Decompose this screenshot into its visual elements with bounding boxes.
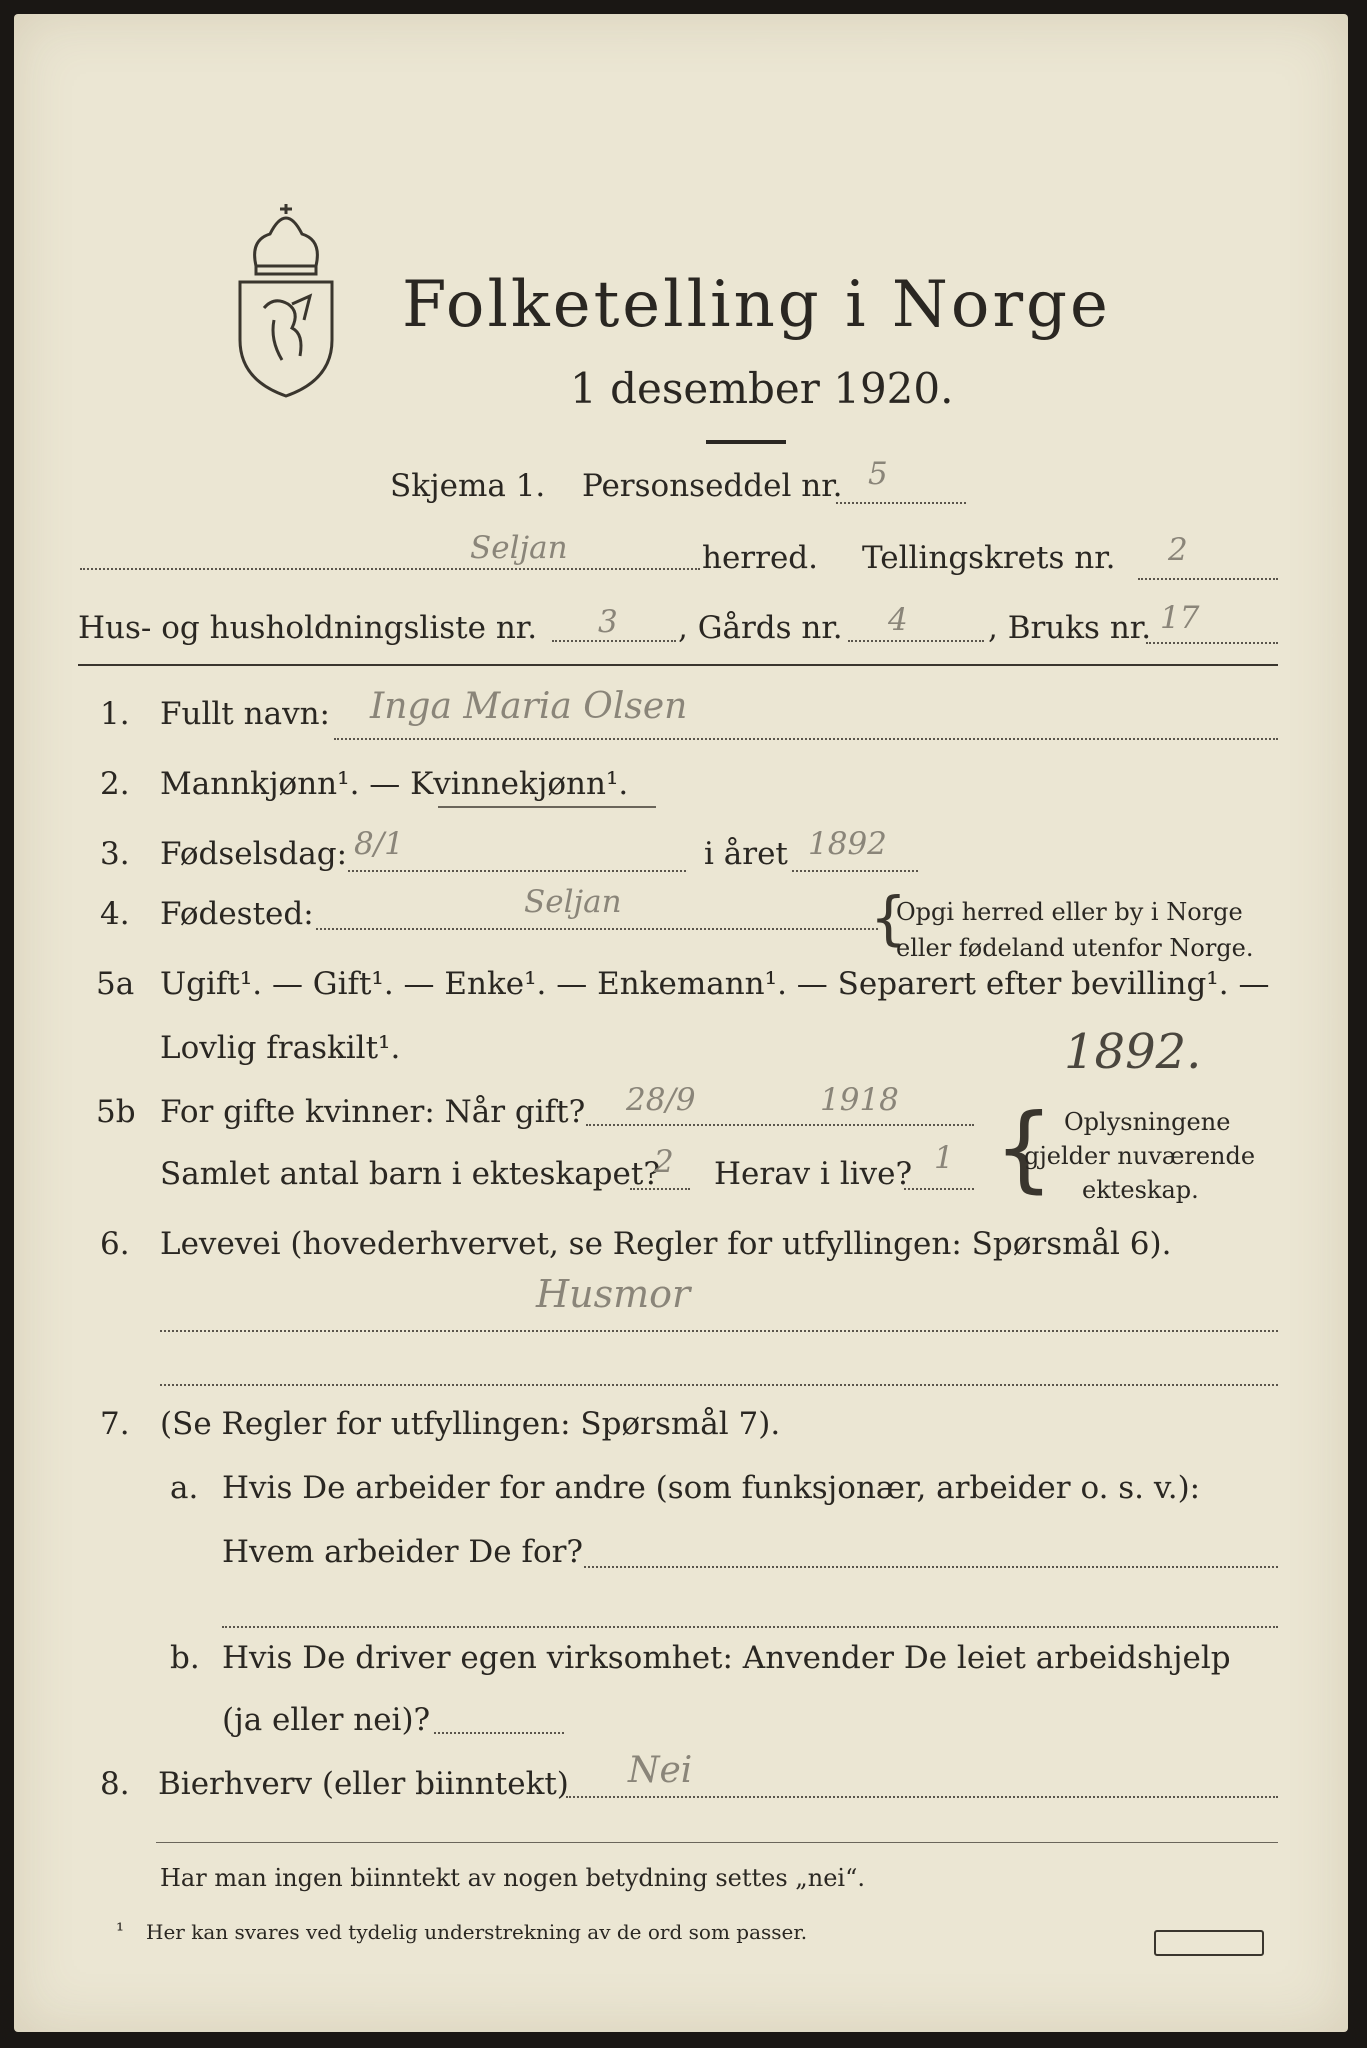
footnote-marker: ¹ bbox=[116, 1918, 125, 1942]
children-alive-value: 1 bbox=[934, 1140, 954, 1176]
q7a-label: Hvis De arbeider for andre (som funksjonær, arbeider o. s. v.): bbox=[222, 1470, 1201, 1506]
q8-label: Bierhverv (eller biinntekt) bbox=[158, 1766, 569, 1802]
full-name-value: Inga Maria Olsen bbox=[370, 686, 688, 727]
birthplace-value: Seljan bbox=[524, 884, 622, 920]
children-alive-field[interactable] bbox=[904, 1188, 974, 1190]
bruks-field[interactable] bbox=[1146, 642, 1278, 644]
q3-label: Fødselsdag: bbox=[160, 836, 348, 872]
personseddel-field[interactable] bbox=[836, 502, 966, 504]
hus-value: 3 bbox=[598, 604, 618, 640]
marriage-note-line1: Oplysningene bbox=[1064, 1108, 1231, 1136]
q8-number: 8. bbox=[100, 1766, 130, 1802]
census-date: 1 desember 1920. bbox=[570, 364, 954, 413]
occupation-value: Husmor bbox=[536, 1272, 691, 1316]
q2-number: 2. bbox=[100, 766, 130, 802]
children-total-field[interactable] bbox=[630, 1188, 690, 1190]
q7-number: 7. bbox=[100, 1406, 130, 1442]
hired-help-field[interactable] bbox=[434, 1732, 564, 1734]
employer-field-2[interactable] bbox=[222, 1626, 1278, 1628]
q4-number: 4. bbox=[100, 896, 130, 932]
side-income-field[interactable] bbox=[566, 1796, 1278, 1798]
tellingskrets-field[interactable] bbox=[1138, 578, 1278, 580]
hus-label: Hus- og husholdningsliste nr. bbox=[78, 610, 538, 646]
side-income-value: Nei bbox=[628, 1750, 693, 1791]
employer-field[interactable] bbox=[584, 1566, 1278, 1568]
q3-number: 3. bbox=[100, 836, 130, 872]
q7a-employer-label: Hvem arbeider De for? bbox=[222, 1534, 584, 1570]
children-total-value: 2 bbox=[654, 1144, 674, 1180]
title-divider bbox=[706, 440, 786, 444]
gards-value: 4 bbox=[888, 602, 908, 638]
q5a-marital-options: Ugift¹. — Gift¹. — Enke¹. — Enkemann¹. — Separert efter bevilling¹. — bbox=[160, 966, 1270, 1002]
marriage-year-value: 1918 bbox=[820, 1082, 899, 1118]
q7-label: (Se Regler for utfyllingen: Spørsmål 7). bbox=[160, 1406, 781, 1442]
q6-number: 6. bbox=[100, 1226, 130, 1262]
marriage-note-brace: { bbox=[994, 1094, 1054, 1203]
q7b-number: b. bbox=[170, 1640, 200, 1676]
q2-gender-options: Mannkjønn¹. — Kvinnekjønn¹. bbox=[160, 766, 629, 802]
q5a-number: 5a bbox=[96, 966, 135, 1002]
footer-divider bbox=[156, 1842, 1278, 1843]
norwegian-coat-of-arms-icon bbox=[230, 200, 342, 400]
q5b-label: For gifte kvinner: Når gift? bbox=[160, 1094, 586, 1130]
marriage-date-value: 28/9 bbox=[626, 1082, 696, 1118]
marriage-note-line2: gjelder nuværende bbox=[1024, 1142, 1256, 1170]
q7b-yes-no-label: (ja eller nei)? bbox=[222, 1702, 431, 1738]
printer-stamp bbox=[1154, 1930, 1264, 1956]
skjema-label: Skjema 1. bbox=[390, 468, 546, 504]
birth-year-value: 1892 bbox=[808, 826, 887, 862]
gender-underline bbox=[438, 806, 656, 808]
header-divider bbox=[78, 664, 1278, 666]
q5a-marital-options-cont: Lovlig fraskilt¹. bbox=[160, 1030, 401, 1066]
tellingskrets-value: 2 bbox=[1168, 532, 1188, 568]
tellingskrets-label: Tellingskrets nr. bbox=[862, 540, 1116, 576]
footnote-text: Her kan svares ved tydelig understrekning av de ord som passer. bbox=[146, 1920, 808, 1944]
full-name-field[interactable] bbox=[334, 738, 1278, 740]
personseddel-label: Personseddel nr. bbox=[582, 468, 843, 504]
marriage-date-field[interactable] bbox=[586, 1124, 974, 1126]
herred-field[interactable] bbox=[80, 568, 700, 570]
birthday-field[interactable] bbox=[348, 870, 686, 872]
q7b-label: Hvis De driver egen virksomhet: Anvender De leiet arbeidshjelp bbox=[222, 1640, 1231, 1676]
gards-label: , Gårds nr. bbox=[678, 610, 843, 646]
birthplace-field[interactable] bbox=[316, 928, 878, 930]
bruks-label: , Bruks nr. bbox=[988, 610, 1152, 646]
herred-label: herred. bbox=[702, 540, 818, 576]
bruks-value: 17 bbox=[1160, 600, 1200, 636]
birthplace-note-line1: Opgi herred eller by i Norge bbox=[896, 898, 1243, 926]
hus-field[interactable] bbox=[552, 640, 676, 642]
personseddel-value: 5 bbox=[868, 456, 888, 492]
occupation-field-2[interactable] bbox=[160, 1384, 1278, 1386]
margin-note-year: 1892. bbox=[1064, 1024, 1202, 1080]
q1-number: 1. bbox=[100, 696, 130, 732]
herred-value: Seljan bbox=[470, 530, 568, 566]
birthplace-note-line2: eller fødeland utenfor Norge. bbox=[896, 934, 1254, 962]
q5b-number: 5b bbox=[96, 1094, 136, 1130]
gards-field[interactable] bbox=[848, 640, 984, 642]
marriage-note-line3: ekteskap. bbox=[1082, 1176, 1199, 1204]
q4-label: Fødested: bbox=[160, 896, 314, 932]
form-title: Folketelling i Norge bbox=[402, 268, 1111, 342]
birthday-value: 8/1 bbox=[354, 826, 404, 862]
footer-note: Har man ingen biinntekt av nogen betydning settes „nei“. bbox=[160, 1864, 865, 1892]
occupation-field[interactable] bbox=[160, 1330, 1278, 1332]
birthplace-note-brace: { bbox=[870, 884, 907, 952]
q5b-alive-label: Herav i live? bbox=[714, 1156, 913, 1192]
birth-year-field[interactable] bbox=[792, 870, 918, 872]
q3-year-label: i året bbox=[704, 836, 788, 872]
q5b-children-label: Samlet antal barn i ekteskapet? bbox=[160, 1156, 660, 1192]
q1-label: Fullt navn: bbox=[160, 696, 330, 732]
q6-label: Levevei (hovederhvervet, se Regler for utfyllingen: Spørsmål 6). bbox=[160, 1226, 1172, 1262]
q7a-number: a. bbox=[170, 1470, 199, 1506]
